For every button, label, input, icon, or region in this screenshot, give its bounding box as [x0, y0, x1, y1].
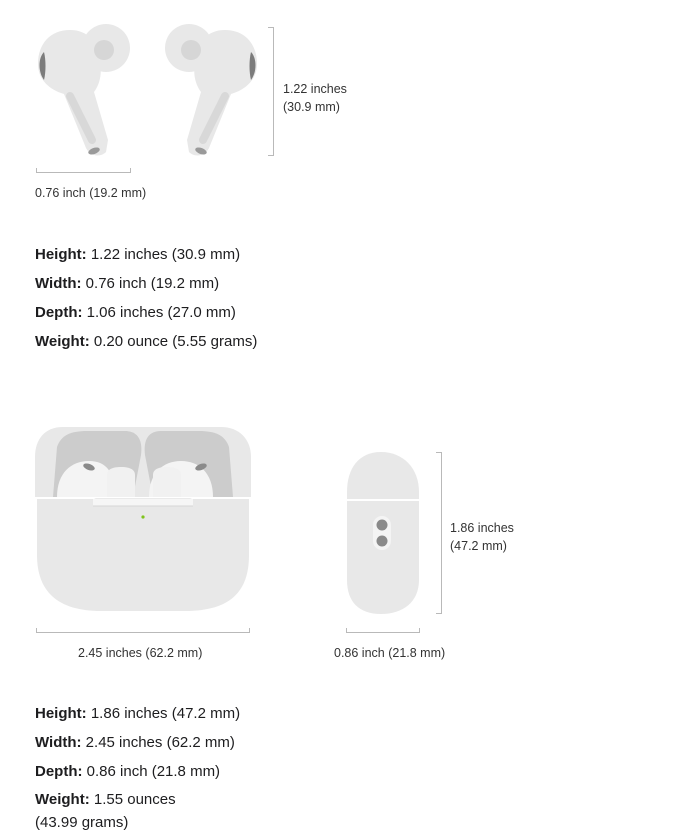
- case-spec-weight-line2: (43.99 grams): [35, 814, 129, 831]
- case-front-icon: [35, 425, 255, 615]
- case-side-icon: [345, 450, 421, 616]
- earbud-width-measure-tick-left: [36, 168, 37, 173]
- case-width-measure-tick-left: [36, 628, 37, 633]
- spec-value: 1.06 inches (27.0 mm): [82, 304, 236, 321]
- spec-label: Weight:: [35, 791, 90, 808]
- airpod-left-icon: [30, 22, 140, 162]
- case-spec-width: [35, 734, 235, 752]
- spec-label: Width:: [35, 734, 82, 751]
- spec-value: 0.86 inch (21.8 mm): [82, 763, 221, 780]
- case-width-measure-line: [36, 632, 250, 633]
- spec-label: Height:: [35, 246, 87, 263]
- case-height-measure-tick-bottom: [436, 613, 442, 614]
- earbud-spec-width: [35, 275, 219, 293]
- case-height-measure-tick-top: [436, 452, 442, 453]
- case-depth-measure-tick-left: [346, 628, 347, 633]
- earbud-height-dimension-line2: (30.9 mm): [283, 100, 340, 114]
- earbud-width-dimension-label: 0.76 inch (19.2 mm): [35, 186, 147, 200]
- earbud-height-measure-tick-top: [268, 27, 274, 28]
- spec-label: Width:: [35, 275, 82, 292]
- spec-value: 2.45 inches (62.2 mm): [81, 734, 235, 751]
- case-height-dimension-label: [450, 519, 514, 555]
- case-spec-height: [35, 705, 240, 723]
- spec-label: Depth:: [35, 304, 83, 321]
- earbud-height-measure-line: [273, 27, 274, 155]
- earbud-spec-depth: [35, 304, 236, 322]
- case-depth-measure-tick-right: [419, 628, 420, 633]
- spec-value: 1.55 ounces: [89, 791, 176, 808]
- case-width-dimension-label: 2.45 inches (62.2 mm): [78, 646, 203, 660]
- spec-value: 1.22 inches (30.9 mm): [86, 246, 241, 263]
- earbud-height-measure-tick-bottom: [268, 155, 274, 156]
- spec-label: Height:: [35, 705, 87, 722]
- spec-label: Depth:: [35, 763, 83, 780]
- earbud-spec-height: [35, 246, 240, 264]
- case-spec-weight: [35, 791, 176, 809]
- case-depth-measure-line: [346, 632, 420, 633]
- earbud-width-measure-line: [36, 172, 131, 173]
- earbud-width-measure-tick-right: [130, 168, 131, 173]
- case-spec-depth: [35, 763, 220, 781]
- case-height-dimension-line2: (47.2 mm): [450, 539, 507, 553]
- spec-label: Weight:: [35, 333, 90, 350]
- airpod-right-icon: [155, 22, 265, 162]
- case-depth-dimension-label: 0.86 inch (21.8 mm): [334, 646, 446, 660]
- spec-value: 0.20 ounce (5.55 grams): [89, 333, 258, 350]
- earbud-height-dimension-line1: 1.22 inches: [283, 82, 347, 96]
- spec-value: 0.76 inch (19.2 mm): [81, 275, 220, 292]
- case-height-measure-line: [441, 452, 442, 614]
- case-height-dimension-line1: 1.86 inches: [450, 521, 514, 535]
- case-width-measure-tick-right: [249, 628, 250, 633]
- earbud-spec-weight: [35, 333, 257, 351]
- spec-value: 1.86 inches (47.2 mm): [86, 705, 241, 722]
- earbud-height-dimension-label: [283, 80, 347, 116]
